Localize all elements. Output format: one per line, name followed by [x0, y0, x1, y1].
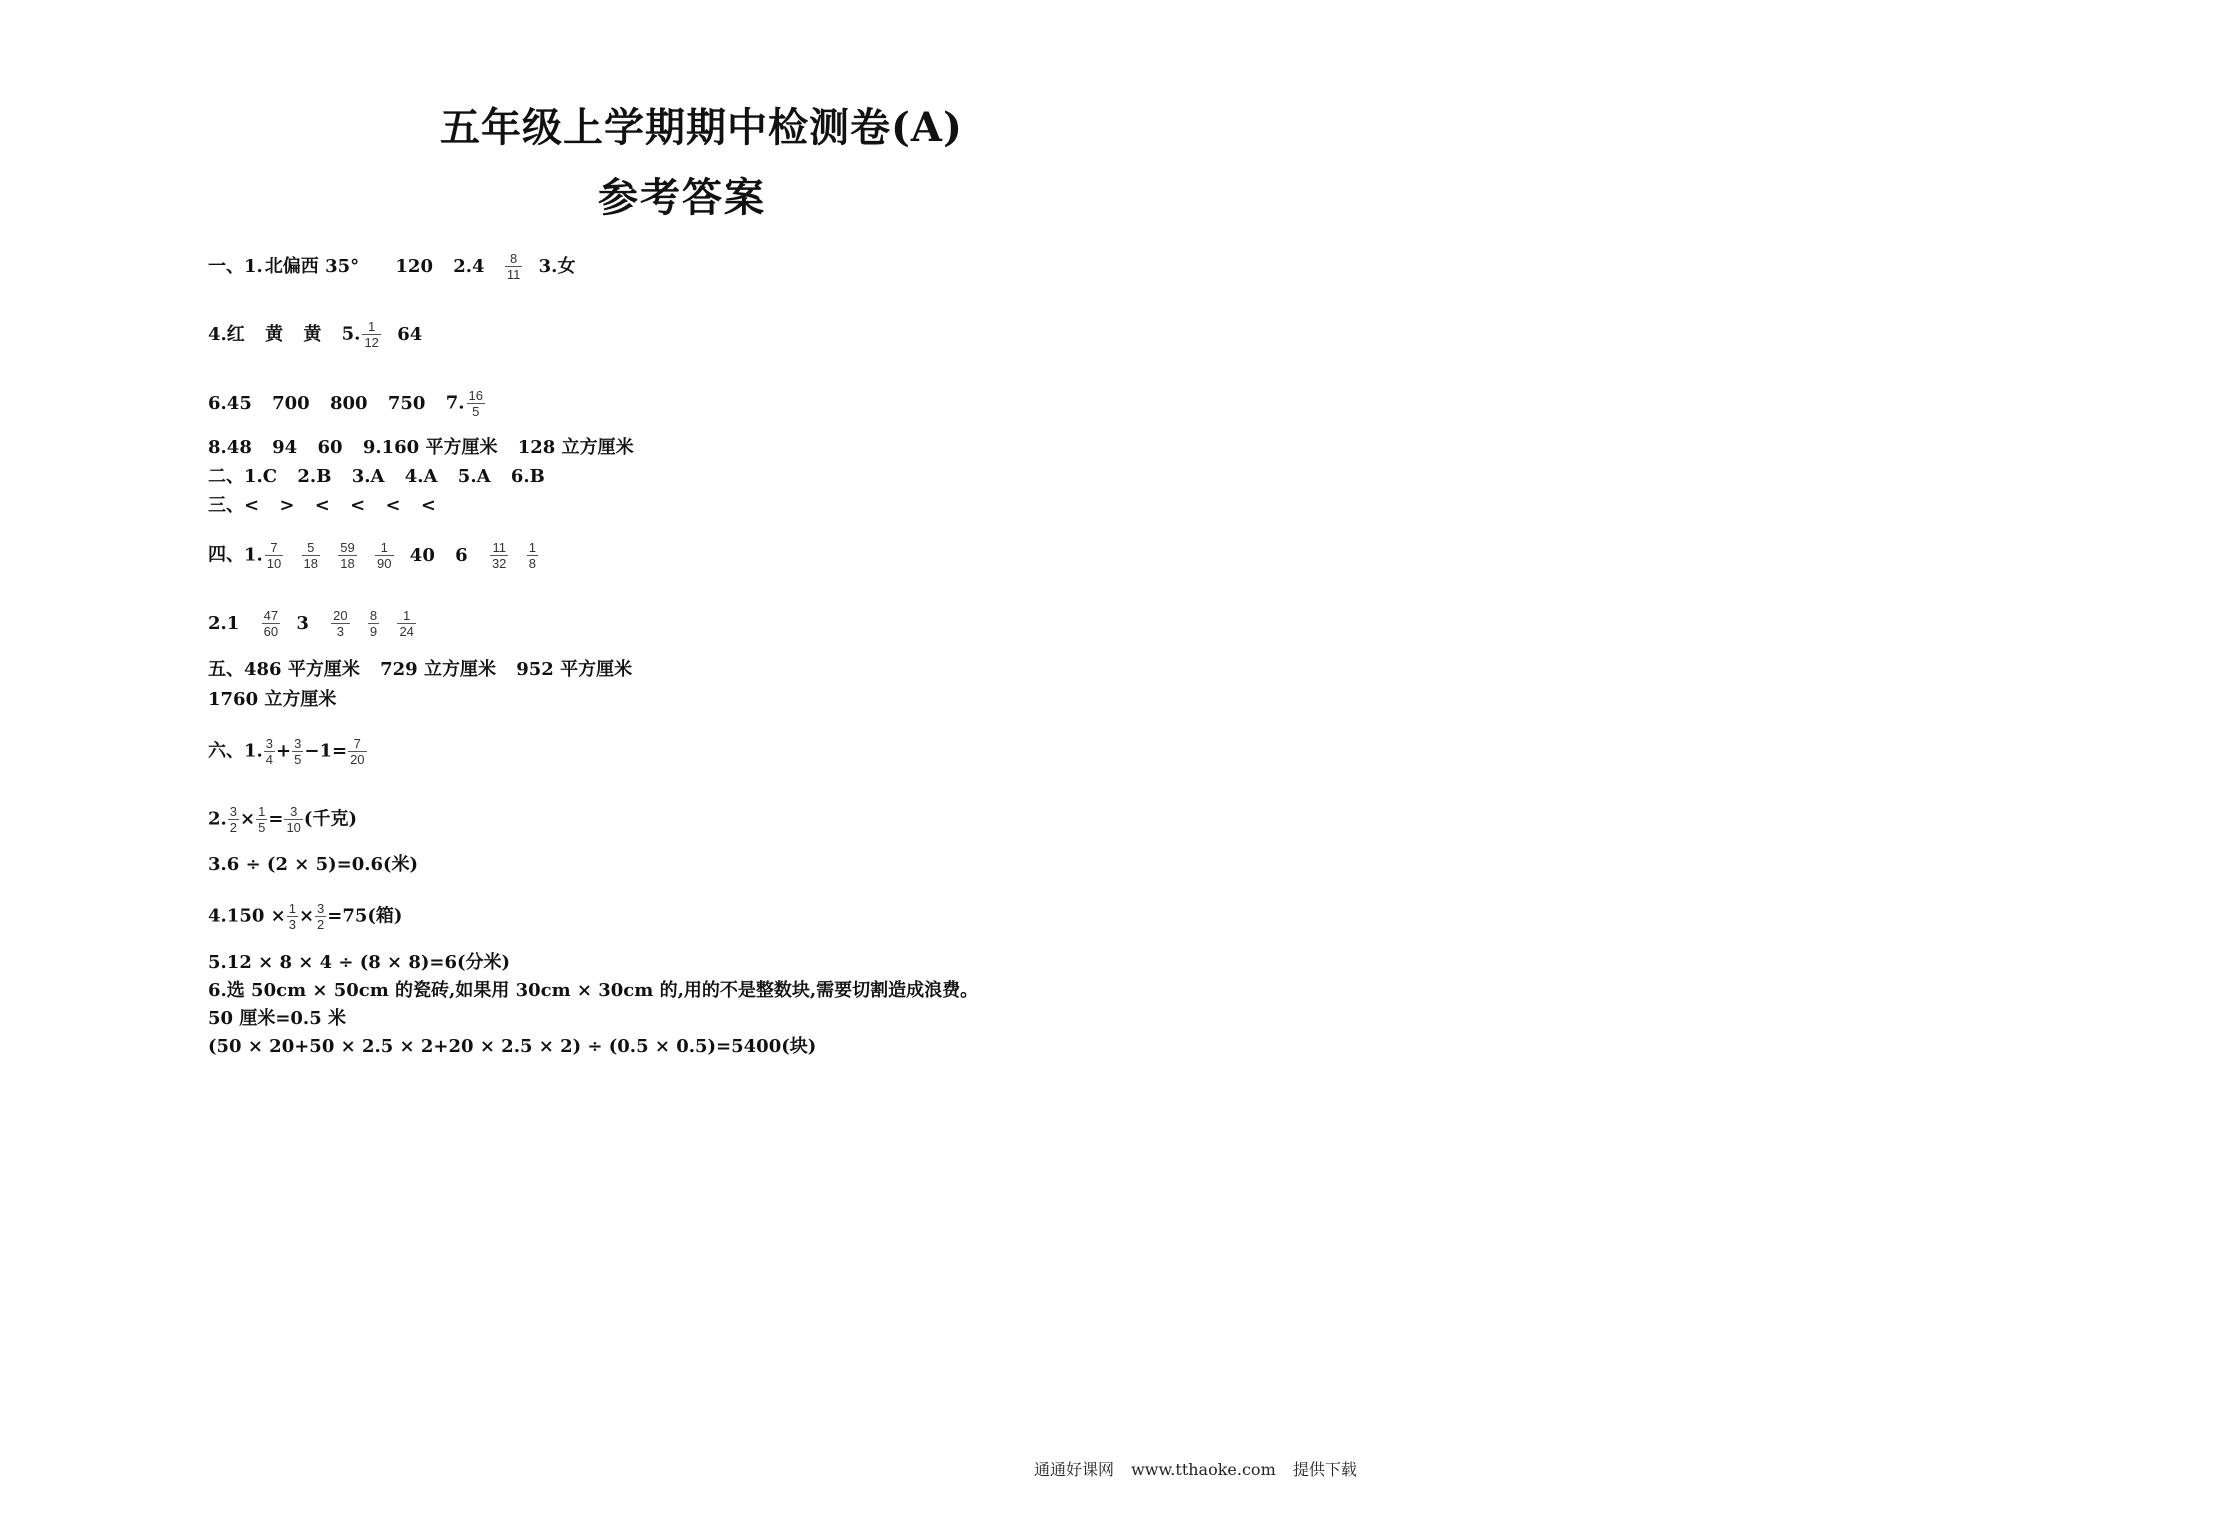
fraction — [362, 319, 380, 350]
fraction — [397, 608, 415, 639]
fraction-numerator: 1 — [362, 319, 380, 335]
section-6-item-6-line-2 — [208, 1007, 360, 1031]
answer-text: 6.B — [510, 466, 545, 487]
fraction-numerator: 8 — [505, 251, 523, 267]
answer-text: 5.12 × 8 × 4 ÷ (8 × 8)=6(分米) — [208, 952, 511, 973]
answer-text: 8.48 — [208, 437, 252, 458]
fraction-denominator: 4 — [265, 752, 274, 767]
answer-text: =75(箱) — [327, 905, 403, 927]
fraction-denominator: 8 — [528, 556, 536, 571]
footer-note: 提供下载 — [1292, 1460, 1357, 1479]
answer-text: 3.女 — [538, 255, 576, 277]
answer-text: 北偏西 35° — [264, 255, 360, 277]
fraction — [527, 540, 538, 571]
fraction-denominator: 5 — [472, 404, 480, 419]
fraction-denominator: 5 — [258, 820, 266, 835]
answer-text: 800 — [329, 392, 368, 414]
answer-text: 700 — [272, 392, 310, 414]
fraction-numerator: 1 — [528, 540, 536, 555]
fraction — [348, 736, 366, 767]
answer-text: 2.B — [297, 466, 332, 487]
answer-text: 2.1 — [208, 612, 240, 634]
section-5-line-2 — [208, 688, 350, 712]
answer-text: 三、< — [208, 495, 260, 516]
fraction — [467, 388, 485, 419]
answer-text: 4.150 × — [208, 905, 286, 927]
fraction-denominator: 9 — [369, 624, 378, 639]
section-6-item-6-line-1 — [208, 979, 992, 1003]
answer-text: 1760 立方厘米 — [208, 689, 337, 710]
answer-text: 4.红 — [208, 323, 245, 345]
fraction — [228, 804, 239, 835]
fraction — [292, 736, 303, 767]
fraction-numerator: 1 — [375, 540, 393, 556]
answer-text: (50 × 20+50 × 2.5 × 2+20 × 2.5 × 2) ÷ (0.5 × 0.5)=5400(块) — [208, 1036, 817, 1057]
fraction-denominator: 2 — [229, 820, 238, 835]
answer-text: 7. — [445, 392, 465, 414]
fraction-denominator: 24 — [399, 624, 414, 639]
fraction-numerator: 1 — [258, 804, 266, 819]
fraction-denominator: 32 — [491, 556, 507, 571]
answer-text: × — [240, 808, 256, 830]
fraction-numerator: 3 — [294, 736, 302, 751]
section-1-line-2 — [208, 319, 436, 350]
fraction-denominator: 20 — [350, 752, 365, 767]
section-1-line-3 — [208, 388, 495, 419]
answer-text: 729 立方厘米 — [380, 659, 496, 680]
section-1-line-1 — [208, 251, 589, 282]
fraction — [265, 540, 283, 571]
answer-text: < — [385, 495, 401, 516]
answer-text: 2. — [208, 808, 227, 830]
fraction-numerator: 20 — [333, 608, 348, 623]
answer-text: (千克) — [303, 808, 357, 830]
answer-text: = — [268, 808, 284, 830]
fraction-denominator: 11 — [506, 267, 521, 282]
answer-text: + — [276, 740, 292, 762]
document-subtitle: 参考答案 — [598, 174, 766, 221]
fraction — [315, 901, 326, 932]
answer-text: 3.6 ÷ (2 × 5)=0.6(米) — [208, 854, 419, 875]
answer-text: −1= — [304, 740, 348, 762]
answer-text: 3.A — [351, 466, 385, 487]
fraction — [284, 804, 302, 835]
fraction — [262, 608, 280, 639]
fraction-denominator: 18 — [303, 556, 319, 571]
answer-text: 四、1. — [208, 544, 263, 566]
answer-text: 6.选 50cm × 50cm 的瓷砖,如果用 30cm × 30cm 的,用的不是整数块,需要切割造成浪费。 — [208, 980, 979, 1001]
fraction-numerator: 7 — [348, 736, 366, 752]
fraction-denominator: 60 — [263, 624, 279, 639]
footer-site-name: 通通好课网 — [1034, 1460, 1115, 1479]
fraction — [331, 608, 349, 639]
answer-text: 6 — [455, 544, 468, 566]
fraction-denominator: 18 — [340, 556, 355, 571]
answer-text: 黄 — [303, 323, 322, 345]
page-footer — [1034, 1457, 1369, 1480]
answer-text: 6.45 — [208, 392, 252, 414]
fraction-denominator: 90 — [377, 556, 392, 571]
fraction-numerator: 47 — [263, 608, 279, 623]
answer-text: 3 — [296, 612, 309, 634]
fraction — [302, 540, 320, 571]
answer-text: < — [420, 495, 436, 516]
fraction — [338, 540, 356, 571]
answer-text: 4.A — [404, 466, 438, 487]
answer-text: 2.4 — [453, 255, 485, 277]
fraction-numerator: 8 — [369, 608, 378, 623]
answer-text: 64 — [397, 323, 423, 345]
fraction — [264, 736, 275, 767]
fraction-denominator: 2 — [317, 917, 325, 932]
fraction-numerator: 59 — [340, 540, 355, 555]
fraction-denominator: 10 — [266, 556, 282, 571]
answer-text: > — [279, 495, 295, 516]
section-1-line-4 — [208, 436, 648, 460]
answer-text: 128 立方厘米 — [517, 437, 634, 458]
section-6-item-1 — [208, 736, 368, 767]
fraction-numerator: 5 — [302, 540, 320, 556]
footer-url: www.tthaoke.com — [1131, 1460, 1276, 1479]
section-3-line — [208, 494, 450, 518]
fraction-numerator: 3 — [229, 804, 238, 819]
fraction-numerator: 1 — [288, 901, 296, 916]
fraction-denominator: 3 — [288, 917, 296, 932]
answer-text: < — [350, 495, 366, 516]
answer-text: 9.160 平方厘米 — [362, 437, 498, 458]
fraction-numerator: 11 — [490, 540, 508, 556]
fraction — [375, 540, 393, 571]
section-4-line-1 — [208, 540, 548, 571]
document-title: 五年级上学期期中检测卷(A) — [440, 104, 963, 151]
section-2-line — [208, 465, 559, 489]
answer-text: 二、1.C — [208, 466, 278, 487]
section-6-item-5 — [208, 951, 524, 975]
fraction — [505, 251, 523, 282]
fraction-numerator: 3 — [265, 736, 274, 751]
fraction-denominator: 3 — [336, 624, 345, 639]
answer-text: 94 — [272, 437, 298, 458]
answer-text: < — [314, 495, 330, 516]
fraction-numerator: 7 — [265, 540, 283, 556]
section-5-line-1 — [208, 658, 646, 682]
section-6-item-2 — [208, 804, 357, 835]
fraction-denominator: 5 — [294, 752, 302, 767]
answer-text: 40 — [409, 544, 435, 566]
answer-text: 一、1. — [208, 255, 263, 277]
fraction-denominator: 12 — [364, 335, 379, 350]
fraction-numerator: 1 — [397, 608, 415, 624]
fraction-numerator: 3 — [317, 901, 325, 916]
fraction — [287, 901, 298, 932]
fraction-numerator: 3 — [284, 804, 302, 820]
fraction — [368, 608, 379, 639]
answer-text: 5. — [341, 323, 361, 345]
section-6-item-4 — [208, 901, 402, 932]
answer-text: 750 — [387, 392, 426, 414]
answer-text: × — [298, 905, 315, 927]
fraction — [490, 540, 508, 571]
fraction — [256, 804, 267, 835]
answer-text: 5.A — [457, 466, 491, 487]
answer-text: 六、1. — [208, 740, 263, 762]
section-4-line-2 — [208, 608, 426, 639]
answer-text: 黄 — [265, 323, 284, 345]
answer-text: 60 — [317, 437, 343, 458]
answer-text: 952 平方厘米 — [516, 659, 633, 680]
section-6-item-3 — [208, 853, 432, 877]
answer-text: 50 厘米=0.5 米 — [208, 1008, 346, 1029]
section-6-item-6-line-3 — [208, 1035, 830, 1059]
answer-text: 120 — [395, 255, 433, 277]
fraction-numerator: 16 — [468, 388, 483, 403]
fraction-denominator: 10 — [286, 820, 301, 835]
answer-text: 五、486 平方厘米 — [208, 659, 360, 680]
